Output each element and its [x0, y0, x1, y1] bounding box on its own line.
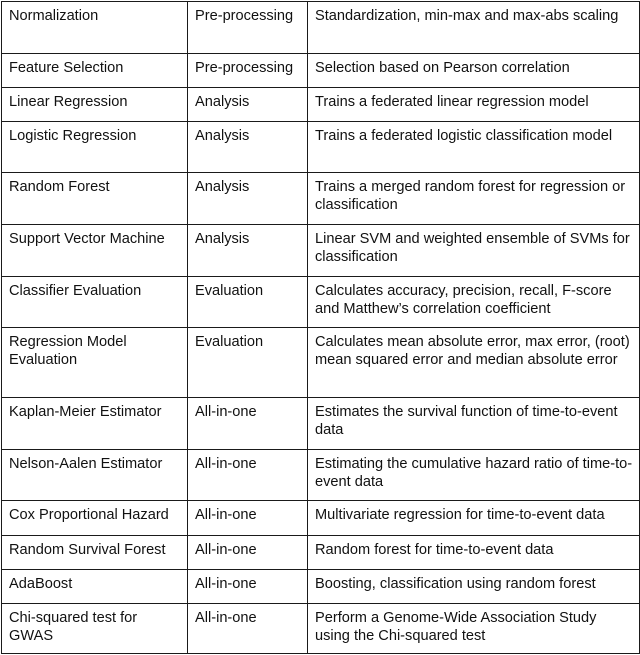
description-cell: Calculates mean absolute error, max error, (root) mean squared error and median absolute error: [308, 328, 640, 398]
description-cell: Trains a merged random forest for regression or classification: [308, 173, 640, 225]
table-row: [2, 2, 640, 54]
table-row: [2, 328, 640, 398]
table-row: [2, 570, 640, 604]
description-cell: Linear SVM and weighted ensemble of SVMs for classification: [308, 225, 640, 277]
category-cell: Analysis: [188, 173, 308, 225]
algorithm-name-cell: Kaplan-Meier Estimator: [2, 398, 188, 450]
table-row: [2, 398, 640, 450]
table-row: [2, 122, 640, 173]
algorithm-name-cell: Logistic Regression: [2, 122, 188, 173]
table-row: [2, 604, 640, 654]
algorithm-name-cell: Normalization: [2, 2, 188, 54]
category-cell: Evaluation: [188, 328, 308, 398]
category-cell: Pre-processing: [188, 54, 308, 88]
algorithm-name-cell: AdaBoost: [2, 570, 188, 604]
table-row: [2, 225, 640, 277]
description-cell: Standardization, min-max and max-abs scaling: [308, 2, 640, 54]
description-cell: Perform a Genome-Wide Association Study using the Chi-squared test: [308, 604, 640, 654]
description-cell: Estimates the survival function of time-to-event data: [308, 398, 640, 450]
description-cell: Calculates accuracy, precision, recall, F-score and Matthew’s correlation coefficient: [308, 277, 640, 328]
category-cell: All-in-one: [188, 604, 308, 654]
table-row: [2, 54, 640, 88]
description-cell: Boosting, classification using random forest: [308, 570, 640, 604]
description-cell: Multivariate regression for time-to-event data: [308, 501, 640, 536]
algorithm-name-cell: Random Forest: [2, 173, 188, 225]
category-cell: All-in-one: [188, 570, 308, 604]
algorithm-name-cell: Nelson-Aalen Estimator: [2, 450, 188, 501]
algorithm-name-cell: Random Survival Forest: [2, 536, 188, 570]
category-cell: All-in-one: [188, 450, 308, 501]
algorithm-name-cell: Classifier Evaluation: [2, 277, 188, 328]
algorithm-name-cell: Cox Proportional Hazard: [2, 501, 188, 536]
table-row: [2, 501, 640, 536]
algorithm-name-cell: Chi-squared test for GWAS: [2, 604, 188, 654]
category-cell: Analysis: [188, 122, 308, 173]
table-body: [2, 2, 640, 654]
category-cell: All-in-one: [188, 398, 308, 450]
algorithm-name-cell: Linear Regression: [2, 88, 188, 122]
category-cell: Pre-processing: [188, 2, 308, 54]
algorithm-name-cell: Feature Selection: [2, 54, 188, 88]
category-cell: All-in-one: [188, 501, 308, 536]
category-cell: Evaluation: [188, 277, 308, 328]
table-row: [2, 450, 640, 501]
description-cell: Trains a federated linear regression model: [308, 88, 640, 122]
table-row: [2, 277, 640, 328]
table-row: [2, 536, 640, 570]
description-cell: Trains a federated logistic classification model: [308, 122, 640, 173]
algorithm-name-cell: Regression Model Evaluation: [2, 328, 188, 398]
table-row: [2, 173, 640, 225]
table-row: [2, 88, 640, 122]
description-cell: Random forest for time-to-event data: [308, 536, 640, 570]
category-cell: Analysis: [188, 225, 308, 277]
algorithms-table: [1, 1, 640, 654]
category-cell: Analysis: [188, 88, 308, 122]
category-cell: All-in-one: [188, 536, 308, 570]
description-cell: Estimating the cumulative hazard ratio of time-to-event data: [308, 450, 640, 501]
algorithm-name-cell: Support Vector Machine: [2, 225, 188, 277]
description-cell: Selection based on Pearson correlation: [308, 54, 640, 88]
